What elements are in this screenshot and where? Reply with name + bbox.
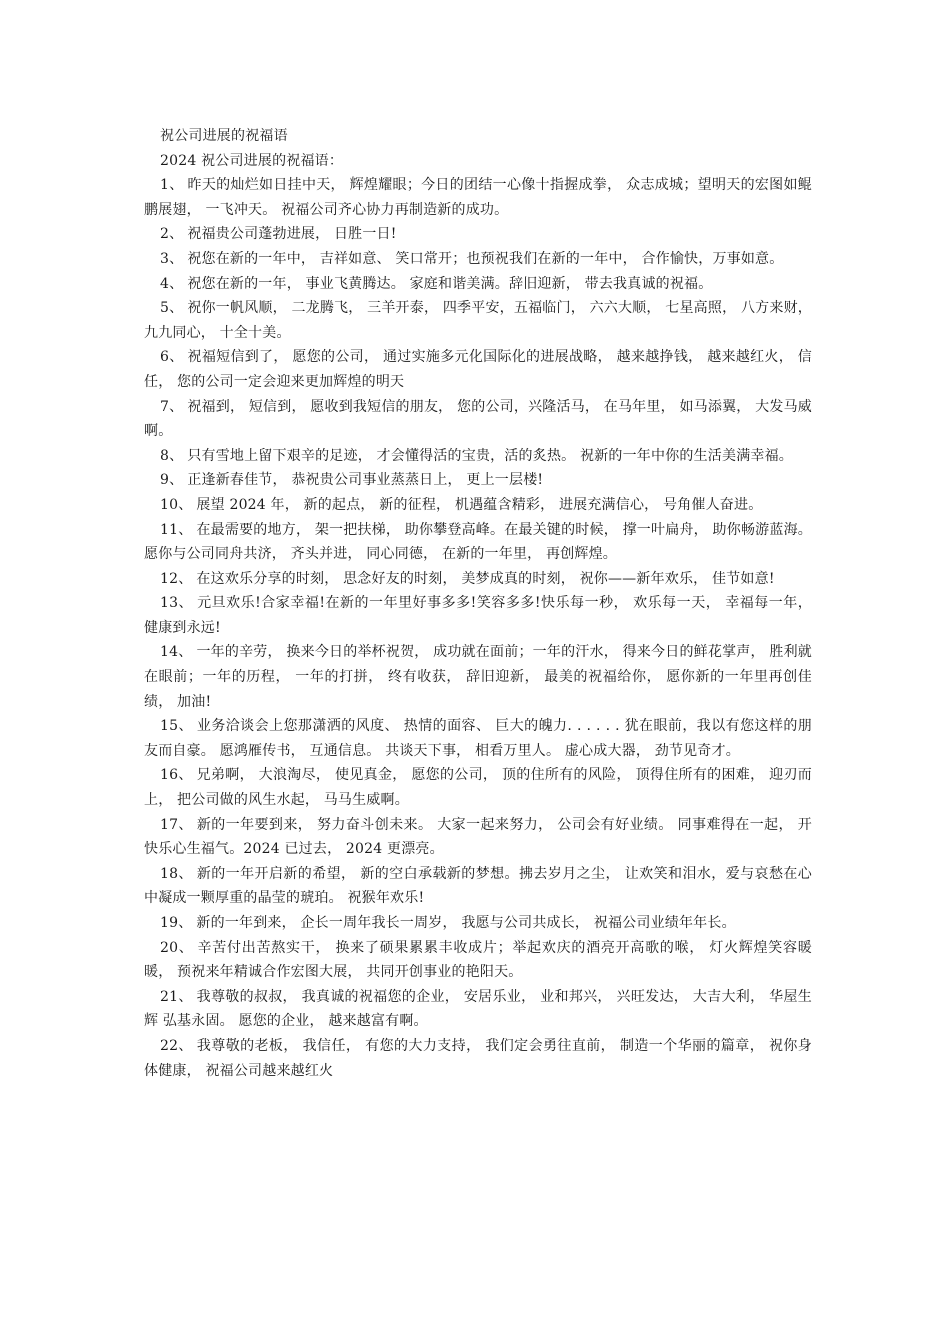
blessing-item-text: 祝福贵公司蓬勃进展， 日胜一日! — [187, 226, 397, 243]
blessing-item-text: 祝福到， 短信到， 愿收到我短信的朋友， 您的公司，兴隆活马， 在马年里， 如马添翼， 大发马威啊。 — [144, 398, 812, 440]
blessing-item-text: 元旦欢乐!合家幸福!在新的一年里好事多多!笑容多多!快乐每一秒， 欢乐每一天， 幸福每一年， 健康到永远! — [144, 595, 812, 636]
blessing-item-number: 4、 — [160, 275, 184, 292]
blessing-item-text: 兄弟啊， 大浪淘尽， 使见真金， 愿您的公司， 顶的住所有的风险， 顶得住所有的困难， 迎刃而上， 把公司做的风生水起， 马马生威啊。 — [144, 767, 812, 809]
blessing-item — [144, 173, 812, 222]
blessing-list — [144, 173, 812, 1083]
blessing-item-text: 新的一年开启新的希望， 新的空白承载新的梦想。拂去岁月之尘， 让欢笑和泪水，爱与哀愁在心中凝成一颗厚重的晶莹的琥珀。 祝猴年欢乐! — [144, 865, 812, 907]
blessing-item — [144, 591, 812, 640]
blessing-item — [144, 640, 812, 714]
blessing-item — [144, 862, 812, 911]
blessing-item-text: 展望 2024 年， 新的起点， 新的征程， 机遇蕴含精彩， 进展充满信心， 号角催人奋进。 — [196, 496, 763, 513]
blessing-item-text: 我尊敬的老板， 我信任， 有您的大力支持， 我们定会勇往直前， 制造一个华丽的篇章， 祝你身体健康， 祝福公司越来越红火 — [144, 1037, 813, 1079]
blessing-item — [144, 247, 812, 272]
blessing-item-text: 新的一年要到来， 努力奋斗创未来。 大家一起来努力， 公司会有好业绩。 同事难得在一起， 开快乐心生福气。2024 已过去， 2024 更漂亮。 — [144, 816, 813, 858]
blessing-item — [144, 444, 812, 469]
blessing-item — [144, 714, 812, 763]
blessing-item-number: 12、 — [160, 570, 193, 587]
blessing-item — [144, 345, 812, 394]
document-body — [144, 124, 812, 1083]
blessing-item-number: 8、 — [160, 447, 184, 464]
blessing-item — [144, 763, 812, 812]
blessing-item-text: 在最需要的地方， 架一把扶梯， 助你攀登高峰。在最关键的时候， 撑一叶扁舟， 助你畅游蓝海。 愿你与公司同舟共济， 齐头并进， 同心同德， 在新的一年里， 再创辉煌。 — [144, 521, 813, 563]
blessing-item-number: 18、 — [160, 865, 193, 882]
blessing-item-number: 15、 — [160, 718, 193, 735]
blessing-item-text: 只有雪地上留下艰辛的足迹， 才会懂得活的宝贵，活的炙热。 祝新的一年中你的生活美满幸福。 — [187, 447, 794, 464]
blessing-item — [144, 518, 812, 567]
blessing-item-text: 昨天的灿烂如日挂中天， 辉煌耀眼；今日的团结一心像十指握成拳， 众志成城；望明天的宏图如鲲鹏展翅， 一飞冲天。 祝福公司齐心协力再制造新的成功。 — [144, 177, 812, 218]
blessing-item-text: 新的一年到来， 企长一周年我长一周岁， 我愿与公司共成长， 祝福公司业绩年年长。 — [196, 915, 736, 931]
blessing-item-number: 21、 — [160, 988, 193, 1005]
blessing-item-number: 13、 — [160, 595, 194, 612]
blessing-item-text: 祝福短信到了， 愿您的公司， 通过实施多元化国际化的进展战略， 越来越挣钱， 越来越红火， 信任， 您的公司一定会迎来更加辉煌的明天 — [144, 349, 813, 390]
blessing-item-number: 17、 — [160, 816, 193, 833]
blessing-item — [144, 567, 812, 592]
blessing-item-number: 3、 — [160, 250, 184, 267]
blessing-item — [144, 493, 812, 518]
blessing-item-text: 在这欢乐分享的时刻， 思念好友的时刻， 美梦成真的时刻， 祝你——新年欢乐， 佳节如意! — [196, 570, 775, 587]
blessing-item-number: 9、 — [160, 472, 184, 489]
blessing-item-text: 业务洽谈会上您那潇洒的风度、 热情的面容、 巨大的魄力. . . . . . 犹在眼前，我以有您这样的朋友而自豪。 愿鸿雁传书， 互通信息。 共谈天下事， 相看万里人。 虚心成大器， 劲节见奇才。 — [144, 718, 813, 759]
blessing-item-text: 辛苦付出苦熬实干， 换来了硕果累累丰收成片；举起欢庆的酒亮开高歌的喉， 灯火辉煌笑容暖暖， 预祝来年精诚合作宏图大展， 共同开创事业的艳阳天。 — [144, 939, 812, 981]
blessing-item — [144, 272, 812, 297]
document-title: 祝公司进展的祝福语 — [160, 128, 288, 144]
blessing-item — [144, 985, 812, 1034]
blessing-item-number: 10、 — [160, 496, 193, 513]
blessing-item-number: 11、 — [160, 521, 193, 538]
blessing-item — [144, 911, 812, 936]
blessing-item-number: 19、 — [160, 915, 193, 931]
blessing-item-text: 一年的辛劳， 换来今日的举杯祝贺， 成功就在面前；一年的汗水， 得来今日的鲜花掌声， 胜利就在眼前；一年的历程， 一年的打拼， 终有收获， 辞旧迎新， 最美的祝福给你， 愿你新的一年里再创佳绩， 加油! — [144, 644, 813, 710]
blessing-item-text: 祝你一帆风顺， 二龙腾飞， 三羊开泰， 四季平安，五福临门， 六六大顺， 七星高照， 八方来财， 九九同心， 十全十美。 — [144, 300, 812, 341]
blessing-item — [144, 468, 812, 493]
blessing-item-number: 20、 — [160, 939, 194, 956]
blessing-item — [144, 936, 812, 985]
blessing-item-number: 14、 — [160, 644, 193, 661]
blessing-item-number: 5、 — [160, 300, 184, 317]
blessing-item — [144, 222, 812, 247]
document-subtitle: 2024 祝公司进展的祝福语： — [160, 152, 344, 169]
blessing-item-text: 祝您在新的一年， 事业飞黄腾达。 家庭和谐美满。辞旧迎新， 带去我真诚的祝福。 — [187, 275, 713, 292]
blessing-item — [144, 813, 812, 862]
blessing-item — [144, 395, 812, 444]
blessing-item — [144, 1034, 812, 1083]
blessing-item-text: 祝您在新的一年中， 吉祥如意、 笑口常开；也预祝我们在新的一年中， 合作愉快，万事如意。 — [187, 250, 784, 267]
blessing-item-text: 我尊敬的叔叔， 我真诚的祝福您的企业， 安居乐业， 业和邦兴， 兴旺发达， 大吉大利， 华屋生辉 弘基永固。 愿您的企业， 越来越富有啊。 — [144, 988, 812, 1030]
blessing-item-number: 16、 — [160, 767, 193, 784]
blessing-item-number: 22、 — [160, 1037, 193, 1054]
blessing-item-number: 1、 — [160, 177, 184, 194]
blessing-item — [144, 296, 812, 345]
blessing-item-number: 6、 — [160, 349, 184, 366]
blessing-item-text: 正逢新春佳节， 恭祝贵公司事业蒸蒸日上， 更上一层楼! — [187, 472, 544, 489]
blessing-item-number: 2、 — [160, 226, 184, 243]
blessing-item-number: 7、 — [160, 398, 184, 415]
